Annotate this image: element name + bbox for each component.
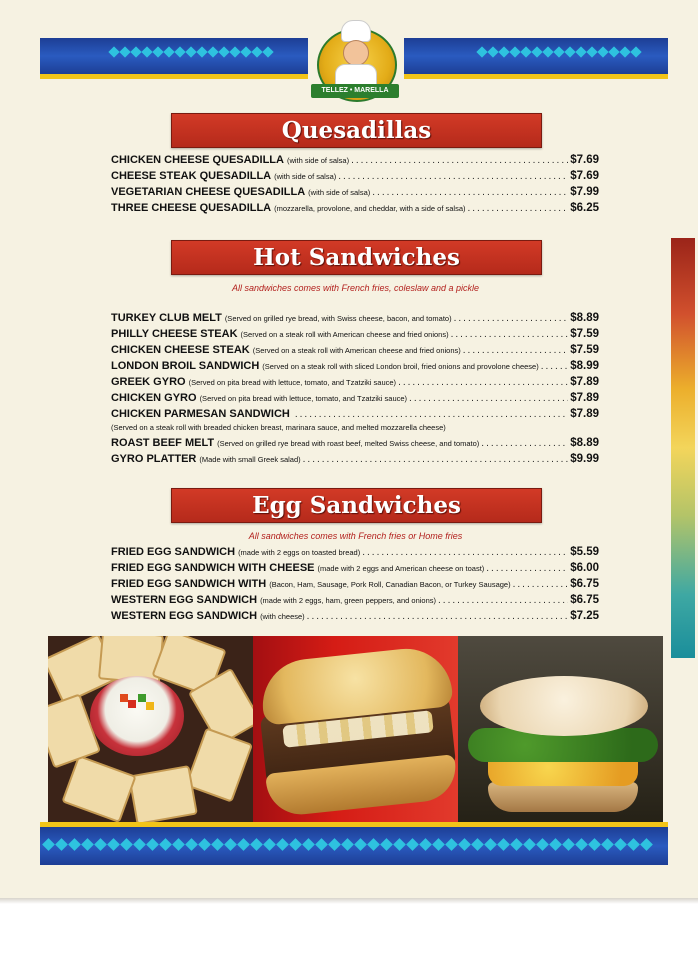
- sour-cream-bowl: [90, 676, 184, 756]
- menu-item: [111, 437, 599, 449]
- dot-leader: [468, 203, 569, 214]
- item-desc: (with cheese): [260, 612, 305, 621]
- chef-logo: [305, 20, 405, 100]
- item-name: CHICKEN GYRO: [111, 392, 197, 404]
- item-desc: (with side of salsa): [308, 188, 371, 197]
- quesadilla-photo: [48, 636, 253, 822]
- item-name: THREE CHEESE QUESADILLA: [111, 202, 272, 214]
- item-name: FRIED EGG SANDWICH WITH CHEESE: [111, 562, 315, 574]
- item-name: VEGETARIAN CHEESE QUESADILLA: [111, 186, 306, 198]
- item-desc: (Served on a steak roll with sliced London broil, fried onions and provolone cheese): [262, 362, 539, 371]
- side-decoration: [671, 238, 695, 658]
- page-edge-shadow: [0, 898, 698, 904]
- item-price: $8.99: [570, 360, 599, 372]
- item-price: $7.89: [570, 408, 599, 420]
- item-price: $7.25: [570, 610, 599, 622]
- cheesesteak-photo: [253, 636, 458, 822]
- menu-item: [111, 546, 599, 558]
- dot-leader: [486, 563, 568, 574]
- dot-leader: [463, 345, 568, 356]
- menu-item: [111, 376, 599, 388]
- dot-leader: [513, 579, 569, 590]
- item-price: $7.89: [570, 376, 599, 388]
- footer-band: [40, 822, 668, 865]
- item-name: GYRO PLATTER: [111, 453, 197, 465]
- item-price: $7.69: [570, 170, 599, 182]
- menu-item: [111, 562, 599, 574]
- menu-item: [111, 312, 599, 324]
- item-price: $7.69: [570, 154, 599, 166]
- item-desc: (Served on pita bread with lettuce, tomato, and Tzatziki sauce): [188, 378, 397, 387]
- item-desc: (Served on grilled rye bread with roast beef, melted Swiss cheese, and tomato): [217, 439, 480, 448]
- item-desc: (Made with small Greek salad): [199, 455, 301, 464]
- food-photos: [48, 636, 663, 822]
- menu-item: [111, 578, 599, 590]
- section-header-hot-sandwiches: [171, 240, 542, 275]
- item-price: $6.25: [570, 202, 599, 214]
- item-price: $5.59: [570, 546, 599, 558]
- item-name: CHICKEN PARMESAN SANDWICH: [111, 408, 290, 420]
- menu-item: [111, 392, 599, 404]
- item-desc: (Served on grilled rye bread, with Swiss cheese, bacon, and tomato): [224, 314, 452, 323]
- dot-leader: [351, 155, 568, 166]
- item-name: CHICKEN CHEESE STEAK: [111, 344, 250, 356]
- item-desc: (made with 2 eggs and American cheese on toast): [317, 564, 485, 573]
- item-name: ROAST BEEF MELT: [111, 437, 215, 449]
- section-header-egg-sandwiches: [171, 488, 542, 523]
- section-subtitle: All sandwiches comes with French fries or Home fries: [248, 531, 463, 541]
- item-price: $7.89: [570, 392, 599, 404]
- item-desc: (mozzarella, provolone, and cheddar, with a side of salsa): [274, 204, 466, 213]
- diamond-pattern: [110, 48, 272, 56]
- item-desc: (made with 2 eggs on toasted bread): [238, 548, 361, 557]
- item-price: $7.59: [570, 344, 599, 356]
- item-price: $6.75: [570, 594, 599, 606]
- section-title: Quesadillas: [281, 117, 432, 144]
- item-name: FRIED EGG SANDWICH: [111, 546, 236, 558]
- menu-item: [111, 328, 599, 340]
- logo-ribbon: TELLEZ • MARELLA: [311, 84, 399, 98]
- dot-leader: [338, 171, 568, 182]
- item-price: $8.89: [570, 312, 599, 324]
- diamond-pattern: [44, 840, 651, 849]
- menu-item: [111, 344, 599, 356]
- menu-item: [111, 170, 599, 182]
- item-desc: (Served on a steak roll with American cheese and fried onions): [252, 346, 461, 355]
- item-price: $7.59: [570, 328, 599, 340]
- item-name: CHEESE STEAK QUESADILLA: [111, 170, 272, 182]
- dot-leader: [295, 409, 568, 420]
- dot-leader: [307, 611, 569, 622]
- menu-item: [111, 202, 599, 214]
- menu-item: [111, 610, 599, 622]
- item-name: CHICKEN CHEESE QUESADILLA: [111, 154, 284, 166]
- diamond-pattern: [478, 48, 640, 56]
- item-name: GREEK GYRO: [111, 376, 186, 388]
- item-subline: (Served on a steak roll with breaded chicken breast, marinara sauce, and melted mozzarella cheese): [111, 423, 446, 432]
- header-band-right: [404, 38, 668, 79]
- item-price: $8.89: [570, 437, 599, 449]
- menu-item: [111, 453, 599, 465]
- dot-leader: [454, 313, 569, 324]
- dot-leader: [362, 547, 568, 558]
- section-subtitle: All sandwiches comes with French fries, coleslaw and a pickle: [231, 283, 480, 293]
- dot-leader: [451, 329, 569, 340]
- section-header-quesadillas: [171, 113, 542, 148]
- item-name: PHILLY CHEESE STEAK: [111, 328, 238, 340]
- menu-item: [111, 408, 599, 420]
- section-title: Hot Sandwiches: [253, 244, 460, 271]
- chef-face-icon: [343, 40, 369, 66]
- item-desc: (Served on pita bread with lettuce, tomato, and Tzatziki sauce): [199, 394, 408, 403]
- item-name: WESTERN EGG SANDWICH: [111, 594, 258, 606]
- egg-sandwich-photo: [458, 636, 663, 822]
- item-desc: (with side of salsa): [274, 172, 337, 181]
- menu-item: [111, 186, 599, 198]
- dot-leader: [438, 595, 568, 606]
- item-name: LONDON BROIL SANDWICH: [111, 360, 260, 372]
- item-desc: (Bacon, Ham, Sausage, Pork Roll, Canadian Bacon, or Turkey Sausage): [269, 580, 511, 589]
- item-price: $7.99: [570, 186, 599, 198]
- dot-leader: [541, 361, 569, 372]
- dot-leader: [372, 187, 568, 198]
- item-price: $6.75: [570, 578, 599, 590]
- menu-item: [111, 154, 599, 166]
- dot-leader: [481, 438, 568, 449]
- section-title: Egg Sandwiches: [252, 492, 461, 519]
- menu-item: [111, 360, 599, 372]
- item-desc: (with side of salsa): [286, 156, 350, 165]
- item-desc: (made with 2 eggs, ham, green peppers, and onions): [260, 596, 437, 605]
- item-name: WESTERN EGG SANDWICH: [111, 610, 258, 622]
- chef-hat-icon: [341, 20, 371, 42]
- item-name: FRIED EGG SANDWICH WITH: [111, 578, 267, 590]
- dot-leader: [303, 454, 569, 465]
- item-desc: (Served on a steak roll with American cheese and fried onions): [240, 330, 449, 339]
- item-price: $9.99: [570, 453, 599, 465]
- dot-leader: [409, 393, 568, 404]
- header-band-left: [40, 38, 308, 79]
- dot-leader: [398, 377, 568, 388]
- item-name: TURKEY CLUB MELT: [111, 312, 222, 324]
- menu-item: [111, 594, 599, 606]
- item-price: $6.00: [570, 562, 599, 574]
